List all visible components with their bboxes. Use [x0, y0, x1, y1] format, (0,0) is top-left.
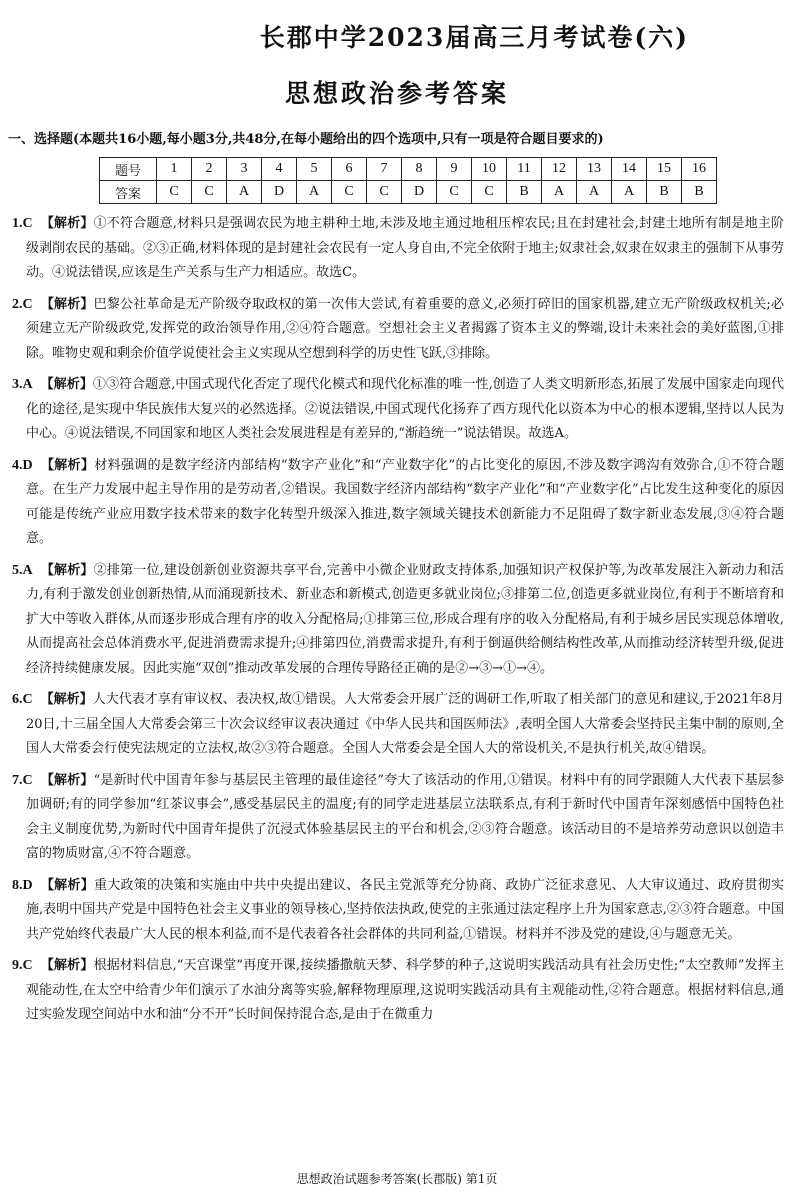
- row-label-number: 题号: [100, 158, 157, 181]
- analysis-tag: 【解析】: [40, 772, 94, 788]
- item-answer: C: [22, 772, 33, 788]
- answer-row: [100, 181, 717, 204]
- item-answer: A: [22, 562, 33, 578]
- answer-letter: B: [682, 181, 717, 204]
- answer-letter: B: [647, 181, 682, 204]
- item-number: 5.: [12, 562, 23, 578]
- analysis-list: [12, 212, 784, 1035]
- school-exam-title: 长郡中学2023届高三月考试卷(六): [259, 23, 689, 52]
- item-number: 2.: [12, 296, 23, 312]
- item-text: “是新时代中国青年参与基层民主管理的最佳途径”夸大了该活动的作用,①错误。材料中有的同学跟随人大代表下基层参加调研;有的同学参加“红茶议事会”,感受基层民主的温度;有的同学走进基层立法联系点,有利于新时代中国青年深刻感悟中国特色社会主义制度优势,为新时代中国青年提供了沉浸式体验基层民主的平台和机会,②③符合题意。该活动目的不是培养劳动意识以创造丰富的物质财富,④不符合题意。: [26, 772, 784, 861]
- item-answer: C: [22, 296, 33, 312]
- item-answer: D: [22, 457, 33, 473]
- answer-table: [99, 157, 717, 204]
- analysis-tag: 【解析】: [40, 216, 94, 231]
- item-text: ②排第一位,建设创新创业资源共享平台,完善中小微企业财政支持体系,加强知识产权保护等,为改革发展注入新动力和活力,有利于激发创业创新热情,从而涌现新技术、新业态和新模式,创造更多就业岗位;③排第二位,创造更多就业岗位,有利于不断培育和扩大中等收入群体,从而逐步形成合理有序的收入分配格局;①排第三位,形成合理有序的收入分配格局,有利于城乡居民实现总体增收,从而提高社会总体消费水平,促进消费需求提升;④排第四位,消费需求提升,有利于倒逼供给侧结构性改革,从而推动经济转型升级,促进经济持续健康发展。因此实施“双创”推动改革发展的合理传导路径正确的是②→③→①→④。: [26, 562, 784, 676]
- item-number: 3.: [12, 377, 23, 392]
- item-answer: C: [22, 958, 33, 973]
- answer-letter: C: [157, 181, 192, 204]
- analysis-tag: 【解析】: [40, 562, 94, 578]
- question-number: 8: [402, 158, 437, 181]
- question-number-row: [100, 158, 717, 181]
- item-text: 重大政策的决策和实施由中共中央提出建议、各民主党派等充分协商、政协广泛征求意见、人大审议通过、政府贯彻实施,表明中国共产党是中国特色社会主义事业的领导核心,坚持依法执政,使党的主张通过法定程序上升为国家意志,②③符合题意。中国共产党始终代表最广大人民的根本利益,而不是代表着各社会群体的共同利益,①错误。材料并不涉及党的建设,④与题意无关。: [26, 877, 784, 942]
- item-number: 4.: [12, 457, 23, 473]
- question-number: 11: [507, 158, 542, 181]
- item-text: 巴黎公社革命是无产阶级夺取政权的第一次伟大尝试,有着重要的意义,必须打碎旧的国家机器,建立无产阶级政权机关;必须建立无产阶级政党,发挥党的政治领导作用,②④符合题意。空想社会主义者揭露了资本主义的弊端,设计未来社会的美好蓝图,①排除。唯物史观和剩余价值学说使社会主义实现从空想到科学的历史性飞跃,③排除。: [26, 296, 784, 361]
- answer-letter: C: [437, 181, 472, 204]
- analysis-item-8: [12, 874, 784, 948]
- item-number: 1.: [12, 216, 23, 231]
- analysis-item-6: [12, 688, 784, 762]
- item-answer: A: [22, 377, 33, 392]
- question-number: 14: [612, 158, 647, 181]
- item-text: ①③符合题意,中国式现代化否定了现代化模式和现代化标准的唯一性,创造了人类文明新形态,拓展了发展中国家走向现代化的途径,是实现中华民族伟大复兴的必然选择。②说法错误,中国式现代化扬弃了西方现代化以资本为中心的根本逻辑,坚持以人民为中心。④说法错误,不同国家和地区人类社会发展进程是有差异的,“渐趋统一”说法错误。故选A。: [26, 377, 784, 441]
- item-text: 根据材料信息,“天宫课堂”再度开课,接续播撒航天梦、科学梦的种子,这说明实践活动具有社会历史性;“太空教师”发挥主观能动性,在太空中给青少年们演示了水油分离等实验,解释物理原理,这说明实践活动具有主观能动性,②符合题意。根据材料信息,通过实验发现空间站中水和油“分不开”长时间保持混合态,是由于在微重力: [26, 958, 784, 1022]
- question-number: 12: [542, 158, 577, 181]
- page-footer: 思想政治试题参考答案(长郡版) 第1页: [296, 1172, 498, 1186]
- analysis-tag: 【解析】: [40, 377, 93, 392]
- analysis-tag: 【解析】: [40, 958, 94, 973]
- question-number: 2: [192, 158, 227, 181]
- item-answer: C: [22, 692, 33, 707]
- answer-letter: B: [507, 181, 542, 204]
- analysis-tag: 【解析】: [40, 296, 94, 312]
- analysis-item-9: [12, 954, 784, 1028]
- question-number: 15: [647, 158, 682, 181]
- answer-letter: A: [612, 181, 647, 204]
- item-number: 8.: [12, 877, 23, 893]
- question-number: 5: [297, 158, 332, 181]
- answer-letter: A: [577, 181, 612, 204]
- answer-letter: D: [402, 181, 437, 204]
- analysis-tag: 【解析】: [40, 877, 94, 893]
- answer-letter: C: [367, 181, 402, 204]
- answer-letter: D: [262, 181, 297, 204]
- analysis-tag: 【解析】: [40, 457, 95, 473]
- analysis-item-7: [12, 769, 784, 867]
- analysis-item-2: [12, 293, 784, 367]
- analysis-item-1: [12, 212, 784, 286]
- answer-letter: A: [297, 181, 332, 204]
- item-text: 人大代表才享有审议权、表决权,故①错误。人大常委会开展广泛的调研工作,听取了相关部门的意见和建议,于2021年8月20日,十三届全国人大常委会第三十次会议经审议表决通过《中华人民共和国医师法》,表明全国人大常委会坚持民主集中制的原则,全国人大常委会行使宪法规定的立法权,故②③符合题意。全国人大常委会是全国人大的常设机关,不是执行机关,故④错误。: [26, 692, 784, 756]
- analysis-item-5: [12, 559, 784, 682]
- answer-letter: C: [332, 181, 367, 204]
- item-number: 6.: [12, 692, 23, 707]
- question-number: 1: [157, 158, 192, 181]
- item-text: 材料强调的是数字经济内部结构“数字产业化”和“产业数字化”的占比变化的原因,不涉及数字鸿沟有效弥合,①不符合题意。在生产力发展中起主导作用的是劳动者,②错误。我国数字经济内部结构“数字产业化”和“产业数字化”占比发生这种变化的原因可能是传统产业应用数字技术带来的数字化转型升级深入推进,数字领域关键技术创新能力不足阻碍了数字新业态发展,③④符合题意。: [26, 457, 784, 546]
- answer-letter: A: [542, 181, 577, 204]
- question-number: 4: [262, 158, 297, 181]
- question-number: 3: [227, 158, 262, 181]
- section-heading: 一、选择题(本题共16小题,每小题3分,共48分,在每小题给出的四个选项中,只有一项是符合题目要求的): [8, 132, 604, 147]
- item-number: 9.: [12, 958, 23, 973]
- answer-key-title: 思想政治参考答案: [284, 79, 509, 108]
- answer-letter: A: [227, 181, 262, 204]
- answer-letter: C: [192, 181, 227, 204]
- item-answer: C: [22, 216, 33, 231]
- row-label-answer: 答案: [100, 181, 157, 204]
- analysis-item-3: [12, 373, 784, 447]
- question-number: 16: [682, 158, 717, 181]
- question-number: 6: [332, 158, 367, 181]
- question-number: 10: [472, 158, 507, 181]
- analysis-tag: 【解析】: [40, 692, 93, 707]
- item-text: ①不符合题意,材料只是强调农民为地主耕种土地,未涉及地主通过地租压榨农民;且在封建社会,封建土地所有制是地主阶级剥削农民的基础。②③正确,材料体现的是封建社会农民有一定人身自由,不完全依附于地主;奴隶社会,奴隶在奴隶主的强制下从事劳动。④说法错误,应该是生产关系与生产力相适应。故选C。: [26, 216, 784, 280]
- item-answer: D: [22, 877, 33, 893]
- question-number: 7: [367, 158, 402, 181]
- question-number: 13: [577, 158, 612, 181]
- analysis-item-4: [12, 454, 784, 552]
- answer-letter: C: [472, 181, 507, 204]
- item-number: 7.: [12, 772, 23, 788]
- question-number: 9: [437, 158, 472, 181]
